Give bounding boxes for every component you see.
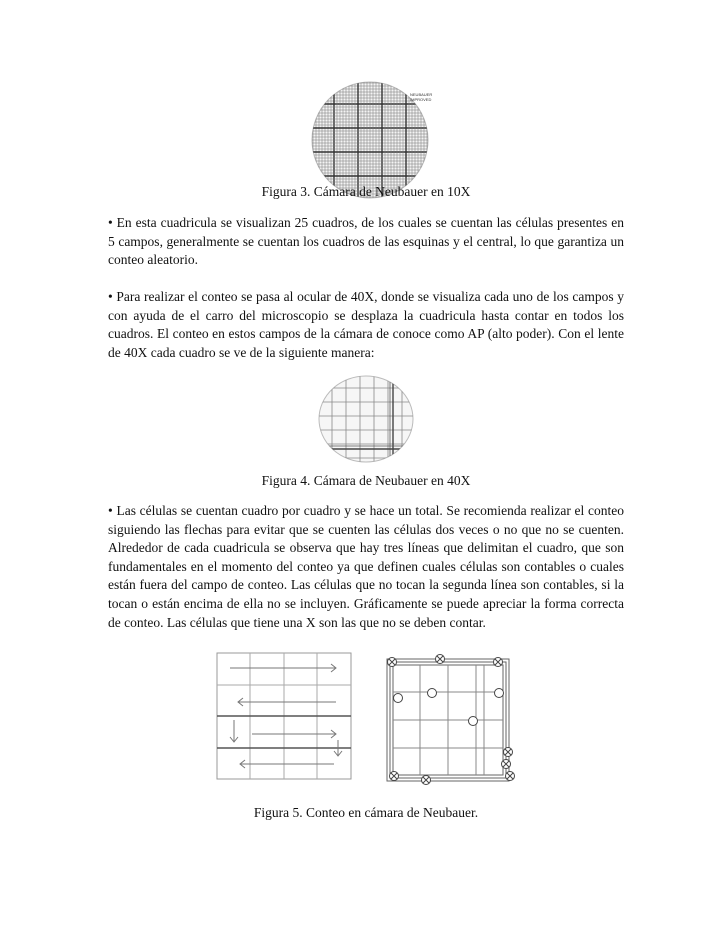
cell-excluded [506, 772, 515, 781]
paragraph-2: • Para realizar el conteo se pasa al ocular de 40X, donde se visualiza cada uno de los campos y con ayuda de el carro del microscopio se desplaza la cuadricula hasta contar en todos los cuadros. El conteo en estos campos de la cámara de conoce como AP (alto poder). Con el lente de 40X cada cuadro se ve de la siguiente manera: [108, 289, 624, 360]
cell-counted [495, 689, 504, 698]
cell-excluded [494, 658, 503, 667]
neubauer-10x-field [310, 80, 433, 200]
cell-excluded [390, 772, 399, 781]
cell-excluded [502, 760, 511, 769]
paragraph-3: • Las células se cuentan cuadro por cuadro y se hace un total. Se recomienda realizar el conteo siguiendo las flechas para evitar que se cuenten las células dos veces o no que no se cuenten. Alrededor de cada cuadricula se observa que hay tres líneas que delimitan el cuadro, que son fundamentales en el momento del conteo ya que definen cuales células son contables o cuales están fuera del campo de conteo. Las células que no tocan la segunda línea son contables, si la tocan o están encima de ella no se incluyen. Gráficamente se puede apreciar la forma correcta de conteo. Las células que tiene una X son las que no se deben contar. [108, 503, 624, 630]
cell-excluded [504, 748, 513, 757]
figure-4-image [316, 374, 416, 464]
cell-excluded [388, 658, 397, 667]
figure-5-left-grid [216, 652, 352, 780]
chamber-label-line2: IMPROVED [410, 97, 432, 102]
cell-excluded [422, 776, 431, 785]
neubauer-40x-field [316, 374, 416, 464]
cell-counted [469, 717, 478, 726]
figure-5-caption: Figura 5. Conteo en cámara de Neubauer. [253, 805, 479, 820]
cell-excluded [436, 655, 445, 664]
counting-arrows-grid [216, 652, 352, 780]
cell-counted [428, 689, 437, 698]
cell-counted [394, 694, 403, 703]
counting-cells-grid [380, 652, 516, 788]
chamber-label-line1: NEUBAUER [410, 92, 433, 97]
figure-4-caption: Figura 4. Cámara de Neubauer en 40X [261, 473, 471, 488]
figure-3-image [310, 80, 433, 200]
figure-5-right-grid [380, 652, 516, 788]
figure-3-caption: Figura 3. Cámara de Neubauer en 10X [261, 184, 471, 199]
paragraph-1: • En esta cuadricula se visualizan 25 cuadros, de los cuales se cuentan las células presentes en 5 campos, generalmente se cuentan los cuadros de las esquinas y el central, lo que garantiza un conteo aleatorio. [108, 215, 624, 268]
